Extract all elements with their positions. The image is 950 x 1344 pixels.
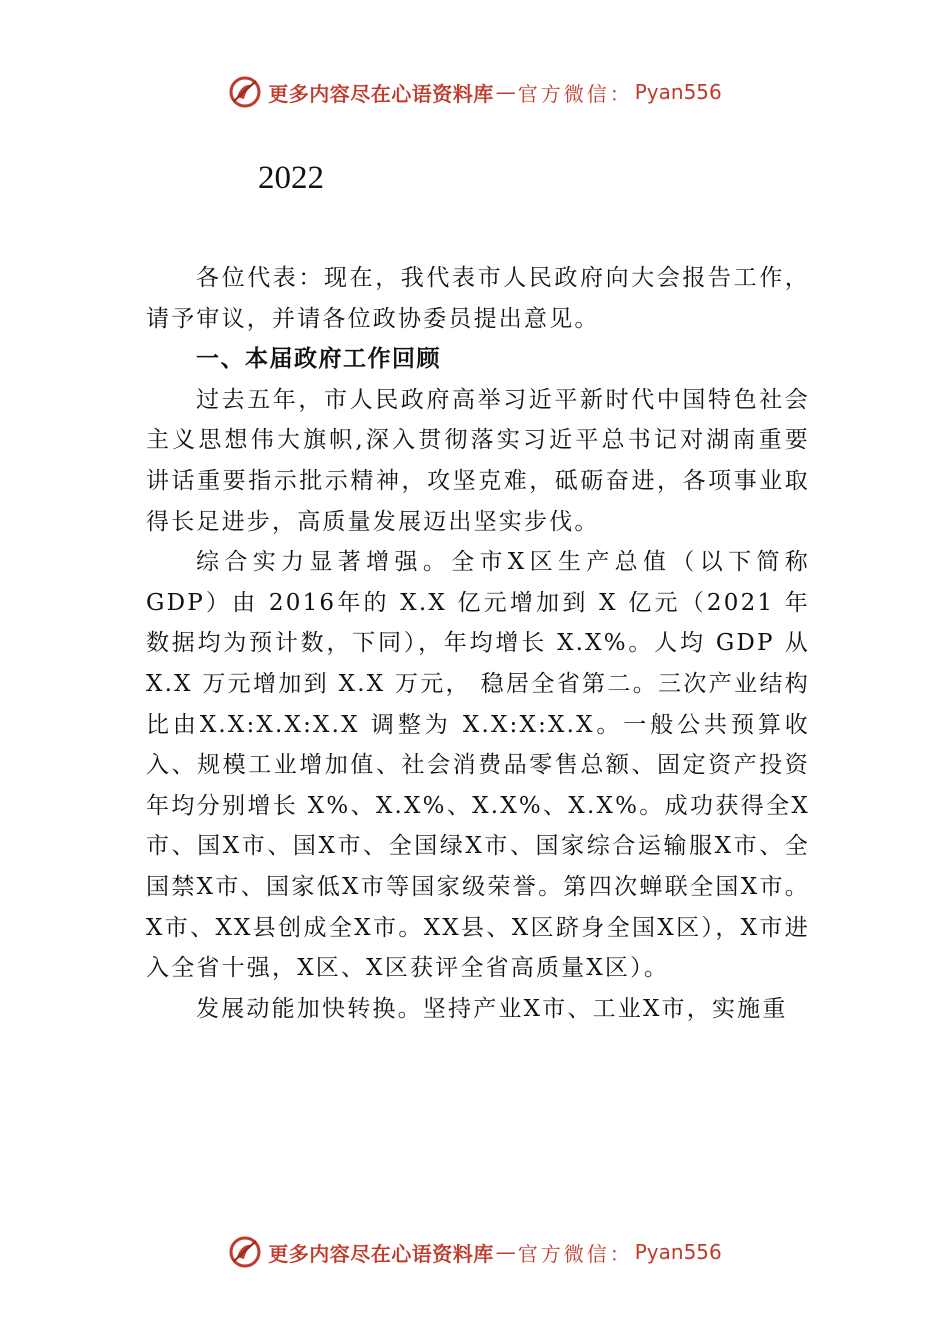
banner-wechat-label: 官方微信： bbox=[517, 81, 633, 106]
brand-logo-icon bbox=[228, 75, 262, 109]
document-body bbox=[146, 258, 810, 1029]
body-paragraph: 过去五年，市人民政府高举习近平新时代中国特色社会主义思想伟大旗帜,深入贯彻落实习近平总书记对湖南重要讲话重要指示批示精神，攻坚克难，砥砺奋进，各项事业取得长足进步，高质量发展迈出坚实步伐。 bbox=[146, 386, 810, 535]
header-banner bbox=[0, 72, 950, 112]
body-paragraph: 综合实力显著增强。全市X区生产总值（以下简称 GDP）由 2016年的 X.X 亿元增加到 X 亿元（2021 年数据均为预计数，下同），年均增长 X.X%。人均 GDP 从 X.X 万元增加到 X.X 万元， 稳居全省第二。三次产业结构比由X.X:X.X:X.X 调整为 X.X:X:X.X。一般公共预算收入、规模工业增加值、社会消费品零售总额、固定资产投资年均分别增长 X%、X.X%、X.X%、X.X%。成功获得全X市、国X市、国X市、全国绿X市、国家综合运输服X市、全国禁X市、国家低X市等国家级荣誉。第四次蝉联全国X市。X市、XX县创成全X市。XX县、X区跻身全国X区），X市进入全省十强，X区、X区获评全省高质量X区）。 bbox=[146, 549, 810, 982]
banner-wechat-id: Pyan556 bbox=[634, 80, 722, 104]
banner-brand-text: 更多内容尽在心语资料库 bbox=[268, 1241, 494, 1266]
banner-dash: — bbox=[495, 80, 516, 104]
banner-brand-text: 更多内容尽在心语资料库 bbox=[268, 81, 494, 106]
body-paragraph: 各位代表：现在，我代表市人民政府向大会报告工作，请予审议，并请各位政协委员提出意见。 bbox=[146, 265, 810, 332]
document-title: 2022 bbox=[258, 160, 324, 196]
body-paragraph: 发展动能加快转换。坚持产业X市、工业X市，实施重 bbox=[196, 995, 788, 1022]
banner-wechat-label: 官方微信： bbox=[517, 1241, 633, 1266]
banner-wechat-id: Pyan556 bbox=[634, 1240, 722, 1264]
banner-dash: — bbox=[495, 1240, 516, 1264]
footer-banner bbox=[0, 1232, 950, 1272]
brand-logo-icon bbox=[228, 1235, 262, 1269]
section-heading: 一、本届政府工作回顾 bbox=[196, 346, 441, 373]
